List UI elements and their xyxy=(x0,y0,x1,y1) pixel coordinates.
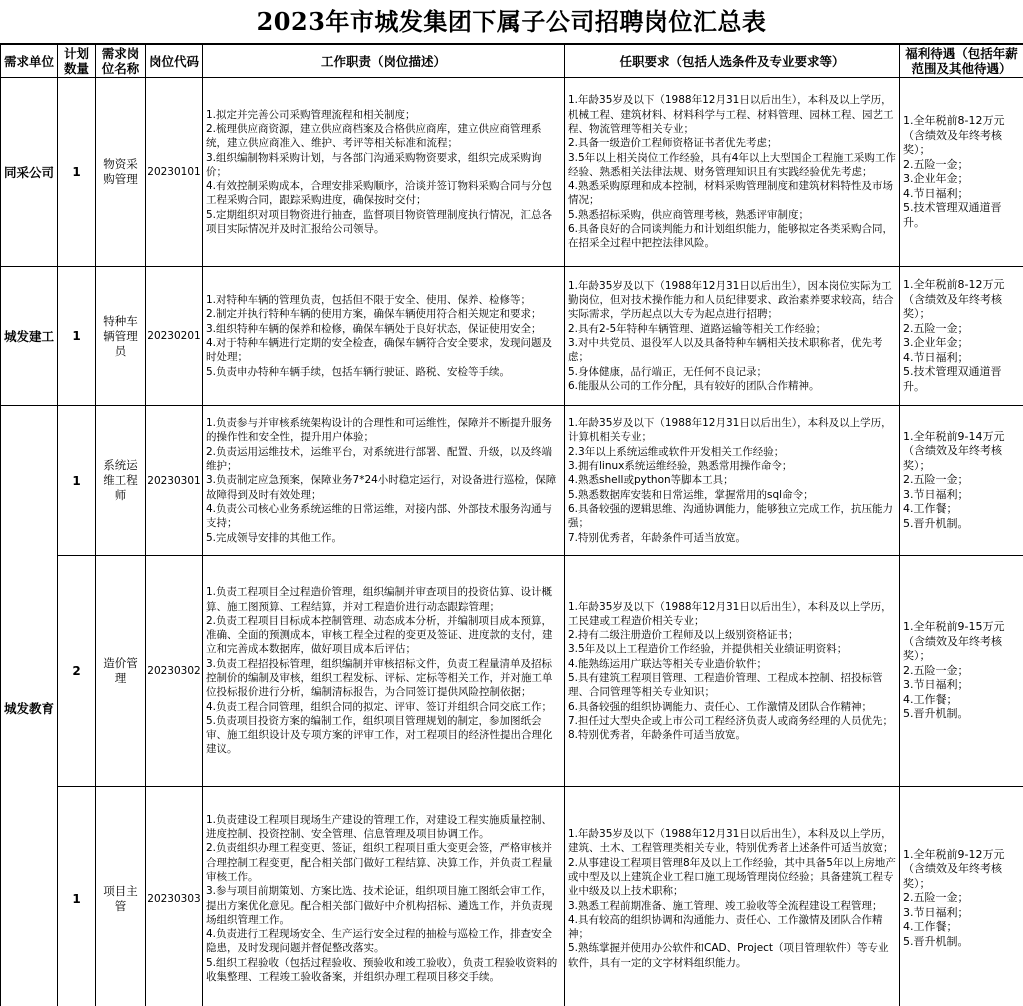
requirement-item: 4.能熟练运用广联达等相关专业造价软件； xyxy=(568,657,768,670)
requirement-item: 3.5年及以上工程造价工作经验，并提供相关业绩证明资料； xyxy=(568,643,848,656)
welfare-item: 5.技术管理双通道晋升。 xyxy=(903,365,1002,393)
requirement-item: 7.担任过大型央企或上市公司工程经济负责人或商务经理的人员优先； xyxy=(568,714,894,727)
requirement-item: 6.能服从公司的工作分配，具有较好的团队合作精神。 xyxy=(568,379,820,392)
welfare-item: 3.节日福利； xyxy=(903,905,969,919)
duty-item: 1.负责工程项目全过程造价管理，组织编制并审查项目的投资估算、设计概算、施工图预算、工程结算，并对工程造价进行动态跟踪管理； xyxy=(206,586,553,613)
welfare-item: 1.全年税前8-12万元（含绩效及年终考核奖）； xyxy=(903,114,1005,156)
code-cell: 20230201 xyxy=(146,267,203,406)
welfare-item: 4.工作餐； xyxy=(903,502,958,516)
position-cell: 项目主管 xyxy=(96,787,146,1006)
welfare-cell xyxy=(900,267,1023,406)
requirement-item: 8.特别优秀者，年龄条件可适当放宽。 xyxy=(568,729,747,742)
duty-item: 3.组织特种车辆的保养和检修，确保车辆处于良好状态，保证使用安全； xyxy=(206,322,542,335)
header-row xyxy=(1,45,1023,78)
duty-item: 3.负责工程招投标管理，组织编制并审核招标文件，负责工程量清单及招标控制价的编制及审核，组织工程发标、评标、定标等相关工作，并对施工单位投标报价进行分析，编制清标报告，为合同签订提供风险控制依据； xyxy=(206,657,553,699)
welfare-item: 1.全年税前9-15万元（含绩效及年终考核奖）； xyxy=(903,620,1005,663)
count-cell: 1 xyxy=(58,78,96,267)
requirement-item: 2.3年以上系统运维或软件开发相关工作经验； xyxy=(568,445,785,458)
requirement-item: 3.5年以上相关岗位工作经验，具有4年以上大型国企工程施工采购工作经验、熟悉相关法律法规、财务管理知识且有实践经验优先考虑； xyxy=(568,151,896,178)
requirement-item: 4.熟悉采购原理和成本控制，材料采购管理制度和建筑材料特性及市场情况； xyxy=(568,180,894,207)
requirement-item: 6.具备较强的组织协调能力、责任心、工作激情及团队合作精神； xyxy=(568,700,873,713)
welfare-item: 5.晋升机制。 xyxy=(903,516,969,530)
welfare-item: 1.全年税前9-14万元（含绩效及年终考核奖）； xyxy=(903,429,1005,472)
header-position: 需求岗位名称 xyxy=(96,45,146,78)
unit-cell: 城发教育 xyxy=(1,406,58,1006)
recruitment-table xyxy=(0,44,1023,1006)
requirement-item: 1.年龄35岁及以下（1988年12月31日以后出生），本科及以上学历，计算机相关专业； xyxy=(568,417,892,444)
requirement-item: 4.熟悉shell或python等脚本工具； xyxy=(568,474,734,487)
duties-cell xyxy=(203,406,565,556)
requirements-cell xyxy=(565,787,900,1006)
duty-item: 3.参与项目前期策划、方案比选、技术论证，组织项目施工图纸会审工作，提出方案优化意见。配合相关部门做好中介机构招标、遴选工作，并负责现场组织管理工作。 xyxy=(206,885,553,926)
header-count: 计划数量 xyxy=(58,45,96,78)
welfare-item: 5.晋升机制。 xyxy=(903,707,969,721)
requirement-item: 1.年龄35岁及以下（1988年12月31日以后出生），因本岗位实际为工勤岗位，但对技术操作能力和人员纪律要求、政治素养要求较高，结合实际需求，学历起点以大专为起点进行招聘； xyxy=(568,279,894,321)
duty-item: 4.负责工程合同管理，组织合同的拟定、评审、签订并组织合同交底工作； xyxy=(206,700,553,713)
welfare-cell xyxy=(900,556,1023,787)
welfare-item: 4.节日福利； xyxy=(903,186,969,200)
welfare-item: 4.工作餐； xyxy=(903,692,958,706)
welfare-item: 3.节日福利； xyxy=(903,487,969,501)
welfare-item: 3.企业年金； xyxy=(903,336,969,349)
requirements-cell xyxy=(565,78,900,267)
duties-cell xyxy=(203,267,565,406)
code-cell: 20230301 xyxy=(146,406,203,556)
duty-item: 5.完成领导安排的其他工作。 xyxy=(206,531,343,544)
duty-item: 1.拟定并完善公司采购管理流程和相关制度； xyxy=(206,108,416,121)
requirement-item: 3.拥有linux系统运维经验，熟悉常用操作命令； xyxy=(568,460,793,473)
requirements-cell xyxy=(565,556,900,787)
welfare-item: 4.工作餐； xyxy=(903,920,958,934)
requirement-item: 4.具有较高的组织协调和沟通能力、责任心、工作激情及团队合作精神； xyxy=(568,913,883,941)
welfare-item: 3.企业年金； xyxy=(903,172,969,185)
count-cell: 1 xyxy=(58,787,96,1006)
header-unit: 需求单位 xyxy=(1,45,58,78)
unit-cell: 同采公司 xyxy=(1,78,58,267)
duties-cell xyxy=(203,787,565,1006)
table-row xyxy=(1,787,1023,1006)
requirement-item: 6.具备较强的逻辑思维、沟通协调能力，能够独立完成工作，抗压能力强； xyxy=(568,502,894,530)
duty-item: 5.组织工程验收（包括过程验收、预验收和竣工验收），负责工程验收资料的收集整理、工程竣工验收备案，并组织办理工程项目移交手续。 xyxy=(206,956,558,983)
duty-item: 5.定期组织对项目物资进行抽查，监督项目物资管理制度执行情况，汇总各项目实际情况并及时汇报给公司领导。 xyxy=(206,208,553,236)
duty-item: 1.负责参与并审核系统架构设计的合理性和可运维性，保障并不断提升服务的操作性和安全性，提升用户体验； xyxy=(206,417,553,444)
requirement-item: 3.对中共党员、退役军人以及具备特种车辆相关技术职称者，优先考虑； xyxy=(568,337,883,364)
welfare-item: 2.五险一金； xyxy=(903,473,969,487)
requirement-item: 1.年龄35岁及以下（1988年12月31日以后出生），本科及以上学历，建筑、土木、工程管理类相关专业，特别优秀者上述条件可适当放宽； xyxy=(568,828,894,855)
requirement-item: 2.从事建设工程项目管理8年及以上工作经验，其中具备5年以上房地产或中型及以上建筑企业工程口施工现场管理岗位经验；具备建筑工程专业中级及以上技术职称； xyxy=(568,856,896,898)
code-cell: 20230302 xyxy=(146,556,203,787)
requirement-item: 5.熟悉数据库安装和日常运维，掌握常用的sql命令； xyxy=(568,488,814,501)
header-requirements: 任职要求（包括人选条件及专业要求等） xyxy=(565,45,900,78)
welfare-item: 2.五险一金； xyxy=(903,321,969,335)
unit-cell: 城发建工 xyxy=(1,267,58,406)
requirements-cell xyxy=(565,406,900,556)
duty-item: 4.负责公司核心业务系统运维的日常运维，对接内部、外部技术服务沟通与支持； xyxy=(206,502,553,530)
position-cell: 系统运维工程师 xyxy=(96,406,146,556)
code-cell: 20230101 xyxy=(146,78,203,267)
sheet-title: 2023年市城发集团下属子公司招聘岗位汇总表 xyxy=(0,0,1023,44)
duty-item: 2.制定并执行特种车辆的使用方案，确保车辆使用符合相关规定和要求； xyxy=(206,308,542,321)
welfare-item: 4.节日福利； xyxy=(903,350,969,364)
requirement-item: 6.具备良好的合同谈判能力和计划组织能力，能够拟定各类采购合同，在招采全过程中把控法律风险。 xyxy=(568,223,894,250)
welfare-cell xyxy=(900,406,1023,556)
duty-item: 1.负责建设工程项目现场生产建设的管理工作，对建设工程实施质量控制、进度控制、投资控制、安全管理、信息管理及项目协调工作。 xyxy=(206,813,553,841)
table-row xyxy=(1,556,1023,787)
welfare-item: 2.五险一金； xyxy=(903,663,969,677)
duty-item: 3.负责制定应急预案，保障业务7*24小时稳定运行，对设备进行巡检，保障故障得到及时有效处理； xyxy=(206,474,557,501)
duty-item: 3.组织编制物料采购计划，与各部门沟通采购物资要求，组织完成采购询价； xyxy=(206,151,542,178)
count-cell: 1 xyxy=(58,267,96,406)
requirement-item: 2.持有二级注册造价工程师及以上级别资格证书； xyxy=(568,629,799,642)
duty-item: 2.负责工程项目目标成本控制管理、动态成本分析，并编制项目成本预算，准确、全面的预测成本，审核工程全过程的变更及签证、进度款的支付，建立和完善成本数据库，做好项目成本后评估； xyxy=(206,614,553,656)
welfare-item: 2.五险一金； xyxy=(903,891,969,905)
requirement-item: 3.熟悉工程前期准备、施工管理、竣工验收等全流程建设工程管理； xyxy=(568,899,883,912)
duty-item: 4.对于特种车辆进行定期的安全检查，确保车辆符合安全要求，发现问题及时处理； xyxy=(206,337,553,364)
requirement-item: 2.具备一级造价工程师资格证书者优先考虑； xyxy=(568,137,778,150)
welfare-item: 2.五险一金； xyxy=(903,157,969,171)
welfare-item: 3.节日福利； xyxy=(903,678,969,692)
table-row xyxy=(1,406,1023,556)
requirement-item: 5.具有建筑工程项目管理、工程造价管理、工程成本控制、招投标管理、合同管理等相关专业知识； xyxy=(568,672,883,699)
welfare-cell xyxy=(900,78,1023,267)
duties-cell xyxy=(203,78,565,267)
requirement-item: 5.熟悉招标采购，供应商管理考核，熟悉评审制度； xyxy=(568,208,810,221)
duty-item: 4.负责进行工程现场安全、生产运行安全过程的抽检与巡检工作，排查安全隐患，及时发现问题并督促整改落实。 xyxy=(206,928,553,955)
duties-cell xyxy=(203,556,565,787)
requirement-item: 2.具有2-5年特种车辆管理、道路运输等相关工作经验； xyxy=(568,322,827,335)
welfare-item: 1.全年税前8-12万元（含绩效及年终考核奖）； xyxy=(903,278,1005,320)
duty-item: 2.负责组织办理工程变更、签证，组织工程项目重大变更会签，严格审核并合理控制工程变更，配合相关部门做好工程结算、决算工作，并负责工程量审核工作。 xyxy=(206,842,553,883)
position-cell: 造价管理 xyxy=(96,556,146,787)
requirement-item: 1.年龄35岁及以下（1988年12月31日以后出生），本科及以上学历，工民建或工程造价相关专业； xyxy=(568,600,892,627)
duty-item: 2.梳理供应商资源，建立供应商档案及合格供应商库，建立供应商管理系统，建立供应商准入、维护、考评等相关标准和流程； xyxy=(206,122,542,150)
code-cell: 20230303 xyxy=(146,787,203,1006)
duty-item: 5.负责申办特种车辆手续，包括车辆行驶证、路税、安检等手续。 xyxy=(206,365,511,378)
duty-item: 2.负责运用运维技术，运维平台，对系统进行部署、配置、升级，以及终端维护； xyxy=(206,445,553,473)
welfare-item: 5.技术管理双通道晋升。 xyxy=(903,201,1002,229)
welfare-item: 1.全年税前9-12万元（含绩效及年终考核奖）； xyxy=(903,847,1005,890)
requirement-item: 5.熟练掌握并使用办公软件和CAD、Project（项目管理软件）等专业软件，具有一定的文字材料组织能力。 xyxy=(568,942,889,969)
header-code: 岗位代码 xyxy=(146,45,203,78)
position-cell: 物资采购管理 xyxy=(96,78,146,267)
position-cell: 特种车辆管理员 xyxy=(96,267,146,406)
count-cell: 1 xyxy=(58,406,96,556)
header-duties: 工作职责（岗位描述） xyxy=(203,45,565,78)
table-row xyxy=(1,78,1023,267)
requirement-item: 5.身体健康，品行端正，无任何不良记录； xyxy=(568,365,768,378)
duty-item: 5.负责项目投资方案的编制工作，组织项目管理规划的制定，参加图纸会审、施工组织设计及专项方案的评审工作，对工程项目的经济性提出合理化建议。 xyxy=(206,714,553,756)
table-row xyxy=(1,267,1023,406)
header-welfare: 福利待遇（包括年薪范围及其他待遇） xyxy=(900,45,1023,78)
requirements-cell xyxy=(565,267,900,406)
welfare-item: 5.晋升机制。 xyxy=(903,934,969,948)
duty-item: 1.对特种车辆的管理负责，包括但不限于安全、使用、保养、检修等； xyxy=(206,294,532,307)
welfare-cell xyxy=(900,787,1023,1006)
count-cell: 2 xyxy=(58,556,96,787)
requirement-item: 7.特别优秀者，年龄条件可适当放宽。 xyxy=(568,531,747,544)
duty-item: 4.有效控制采购成本，合理安排采购顺序，洽谈并签订物料采购合同与分包工程采购合同，跟踪采购进度，确保按时交付； xyxy=(206,180,553,207)
requirement-item: 1.年龄35岁及以下（1988年12月31日以后出生），本科及以上学历，机械工程、建筑材料、材料科学与工程、材料管理、园林工程、园艺工程、物流管理等相关专业； xyxy=(568,94,894,135)
